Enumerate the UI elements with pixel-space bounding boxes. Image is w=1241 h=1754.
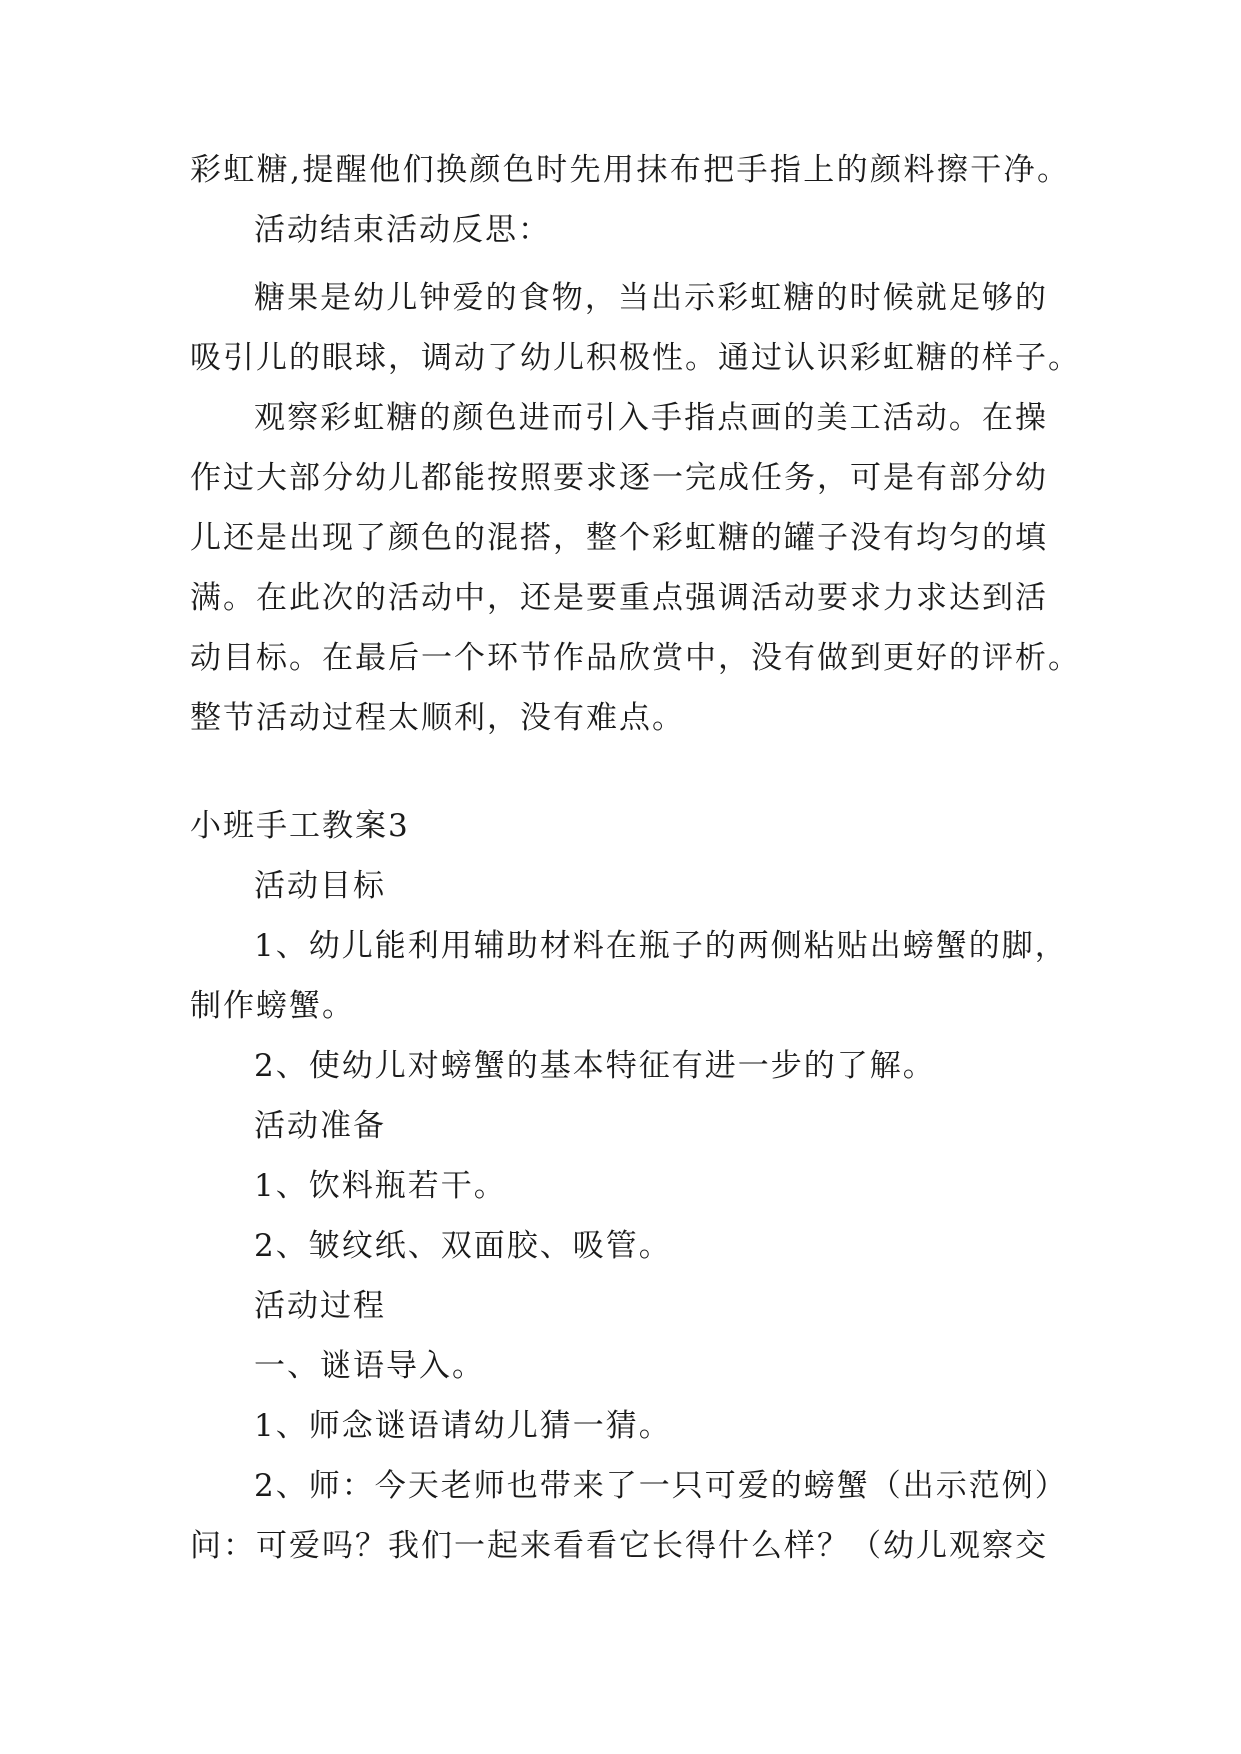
heading-activity-process: 活动过程	[254, 1288, 386, 1324]
prep-item-2: 2、皱纹纸、双面胶、吸管。	[254, 1228, 672, 1264]
heading-activity-prep: 活动准备	[254, 1108, 386, 1144]
prep-item-1: 1、饮料瓶若干。	[254, 1168, 507, 1204]
text-line-8: 满。在此次的活动中，还是要重点强调活动要求力求达到活	[190, 580, 1048, 616]
section-heading: 小班手工教案3	[190, 808, 410, 844]
text-line-2: 活动结束活动反思：	[254, 212, 551, 248]
text-line-7: 儿还是出现了颜色的混搭，整个彩虹糖的罐子没有均匀的填	[190, 520, 1048, 556]
text-line-6: 作过大部分幼儿都能按照要求逐一完成任务，可是有部分幼	[190, 460, 1048, 496]
text-line-10: 整节活动过程太顺利，没有难点。	[190, 700, 685, 736]
process-item-1: 1、师念谜语请幼儿猜一猜。	[254, 1408, 672, 1444]
goal-item-2: 2、使幼儿对螃蟹的基本特征有进一步的了解。	[254, 1048, 936, 1084]
text-line-4: 吸引儿的眼球，调动了幼儿积极性。通过认识彩虹糖的样子。	[190, 340, 1081, 376]
goal-item-1: 1、幼儿能利用辅助材料在瓶子的两侧粘贴出螃蟹的脚，	[254, 928, 1068, 964]
text-line-1: 彩虹糖,提醒他们换颜色时先用抹布把手指上的颜料擦干净。	[190, 152, 1070, 188]
text-line-3: 糖果是幼儿钟爱的食物，当出示彩虹糖的时候就足够的	[254, 280, 1048, 316]
text-line-9: 动目标。在最后一个环节作品欣赏中，没有做到更好的评析。	[190, 640, 1081, 676]
text-line-5: 观察彩虹糖的颜色进而引入手指点画的美工活动。在操	[254, 400, 1048, 436]
heading-activity-goal: 活动目标	[254, 868, 386, 904]
process-step-1: 一、谜语导入。	[254, 1348, 485, 1384]
process-item-2-cont: 问：可爱吗？我们一起来看看它长得什么样？（幼儿观察交	[190, 1528, 1048, 1564]
process-item-2: 2、师：今天老师也带来了一只可爱的螃蟹（出示范例）	[254, 1468, 1068, 1504]
goal-item-1-cont: 制作螃蟹。	[190, 988, 355, 1024]
